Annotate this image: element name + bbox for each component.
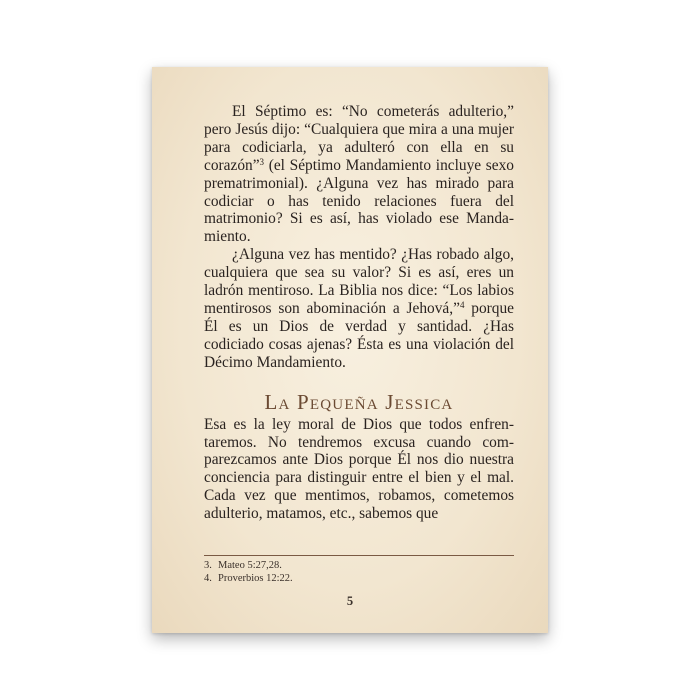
footnote-4 [204, 572, 514, 585]
paragraph-1-text-b: (el Séptimo Mandamiento incluye sexo prematrimonial). ¿Alguna vez has mirado para codiciar o has tenido relaciones fuera del matrimonio? Si es así, has violado ese Mandamiento. [204, 156, 514, 246]
footnote-ref-3: 3 [259, 156, 265, 167]
footnote-number: 3. [204, 560, 212, 571]
footnote-3 [204, 559, 514, 572]
paragraph-moral-law: Esa es la ley moral de Dios que todos enfrentaremos. No tendremos excusa cuando comparezcamos ante Dios porque Él nos dio nuestra conciencia para distinguir entre el bien y el mal. Cada vez que mentimos, robamos, cometemos adulterio, matamos, etc., sabemos que [204, 415, 514, 523]
footnote-text: Proverbios 12:22. [218, 573, 293, 584]
paragraph-2-text-a: ¿Alguna vez has mentido? ¿Has robado algo, cualquiera que sea su valor? Si es así, eres un ladrón mentiroso. La Biblia nos dice: “Los labios mentirosos son abominación a Jehová,” [204, 246, 514, 317]
footnotes [204, 559, 514, 585]
paragraph-1-text-a: El Séptimo es: “No cometerás adulterio,” pero Jesús dijo: “Cualquiera que mira a una mujer para codiciarla, ya adulteró con ella en su corazón” [204, 103, 514, 174]
footnote-divider [204, 555, 514, 556]
footnote-ref-4: 4 [459, 299, 465, 310]
page-body [204, 103, 514, 523]
paragraph-lying-stealing [204, 246, 514, 371]
paragraph-seventh-commandment [204, 103, 514, 246]
paragraph-2-text-b: porque Él es un Dios de verdad y santidad. ¿Has codiciado cosas ajenas? Ésta es una violación del Décimo Mandamiento. [204, 299, 514, 371]
book-page [152, 67, 548, 633]
footnote-number: 4. [204, 573, 212, 584]
section-heading: La Pequeña Jessica [264, 389, 454, 414]
footnote-text: Mateo 5:27,28. [218, 560, 282, 571]
page-number: 5 [346, 594, 354, 608]
